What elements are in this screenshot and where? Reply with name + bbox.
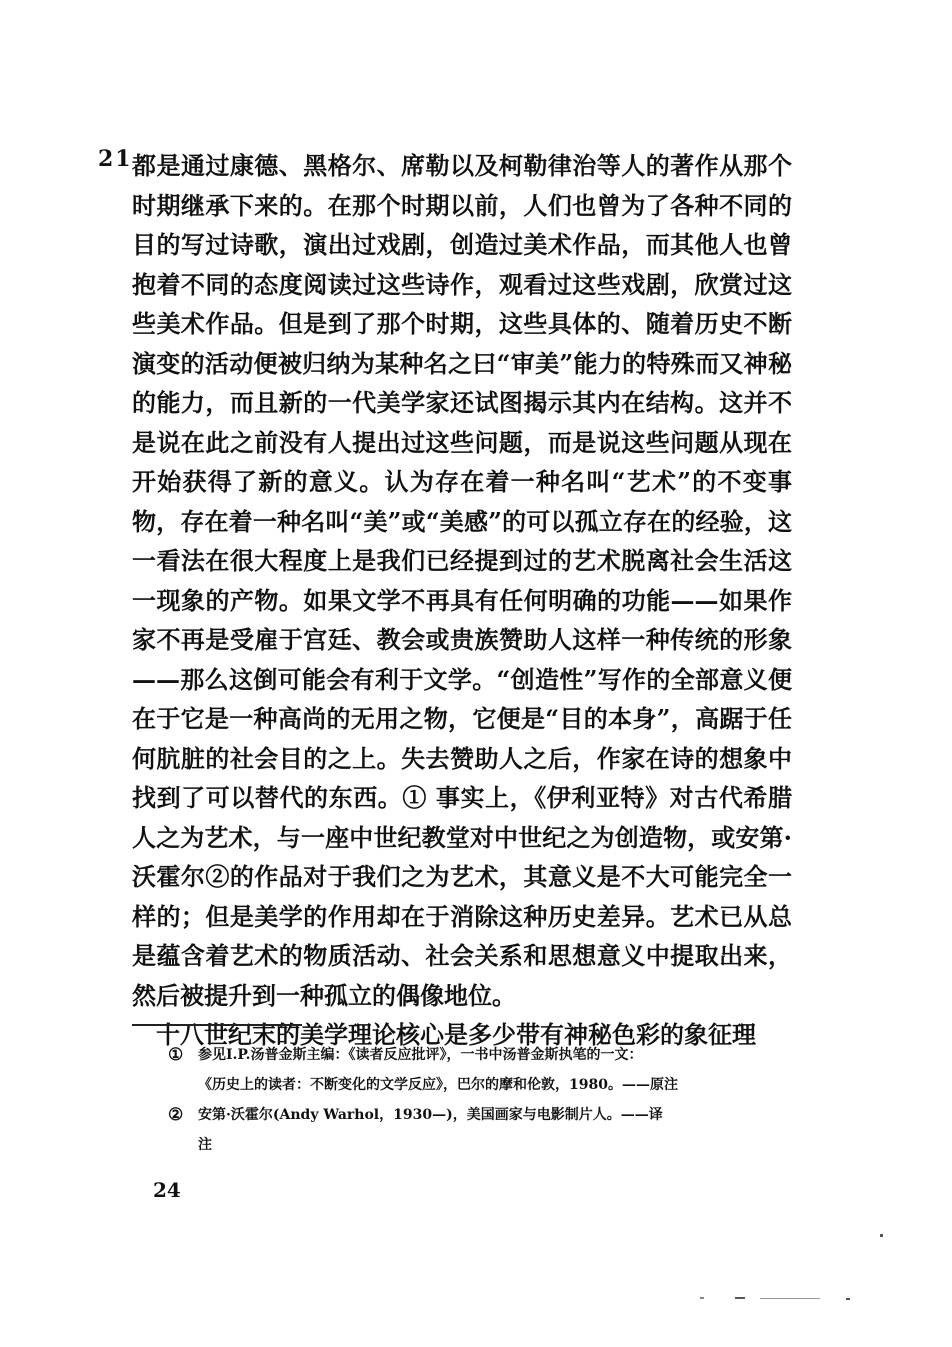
- footnote-text: 安第·沃霍尔(Andy Warhol，1930—)，美国画家与电影制片人。——译: [198, 1107, 663, 1123]
- paragraph: 都是通过康德、黑格尔、席勒以及柯勒律治等人的著作从那个时期继承下来的。在那个时期以前，人们也曾为了各种不同的目的写过诗歌，演出过戏剧，创造过美术作品，而其他人也曾抱着不同的态度阅读过这些诗作，观看过这些戏剧，欣赏过这些美术作品。但是到了那个时期，这些具体的、随着历史不断演变的活动便被归纳为某种名之曰“审美”能力的特殊而又神秘的能力，而且新的一代美学家还试图揭示其内在结构。这并不是说在此之前没有人提出过这些问题，而是说这些问题从现在开始获得了新的意义。认为存在着一种名叫“艺术”的不变事物，存在着一种名叫“美”或“美感”的可以孤立存在的经验，这一看法在很大程度上是我们已经提到过的艺术脱离社会生活这一现象的产物。如果文学不再具有任何明确的功能——如果作家不再是受雇于宫廷、教会或贵族赞助人这样一种传统的形象——那么这倒可能会有利于文学。“创造性”写作的全部意义便在于它是一种高尚的无用之物，它便是“目的本身”，高踞于任何肮脏的社会目的之上。失去赞助人之后，作家在诗的想象中找到了可以替代的东西。① 事实上，《伊利亚特》对古代希腊人之为艺术，与一座中世纪教堂对中世纪之为创造物，或安第·沃霍尔②的作品对于我们之为艺术，其意义是不大可能完全一样的；但是美学的作用却在于消除这种历史差异。艺术已从总是蕴含着艺术的物质活动、社会关系和思想意义中提取出来，然后被提升到一种孤立的偶像地位。: [132, 151, 792, 1010]
- scan-speck: [760, 1298, 820, 1299]
- footnote: [168, 1100, 792, 1160]
- footnotes: [168, 1040, 792, 1160]
- body-text: [132, 146, 792, 1055]
- paragraph: 十八世纪末的美学理论核心是多少带有神秘色彩的象征理: [156, 1020, 756, 1049]
- footnote-continuation: 注: [198, 1137, 212, 1153]
- footnote-text: 参见I.P.汤普金斯主编：《读者反应批评》，一书中汤普金斯执笔的一文：: [198, 1047, 643, 1063]
- footnote-continuation: 《历史上的读者：不断变化的文学反应》，巴尔的摩和伦敦，1980。——原注: [198, 1077, 678, 1093]
- footnote-mark: ②: [168, 1105, 184, 1125]
- footnote-mark: ①: [168, 1045, 184, 1065]
- page-number: 24: [153, 1178, 181, 1202]
- scan-speck: [735, 1297, 745, 1299]
- margin-number: 21: [98, 146, 133, 172]
- footnote-rule: [132, 1024, 302, 1026]
- footnote: [168, 1040, 792, 1100]
- scan-speck: [846, 1298, 850, 1300]
- scan-speck: [700, 1297, 704, 1299]
- scan-speck: [880, 1234, 883, 1237]
